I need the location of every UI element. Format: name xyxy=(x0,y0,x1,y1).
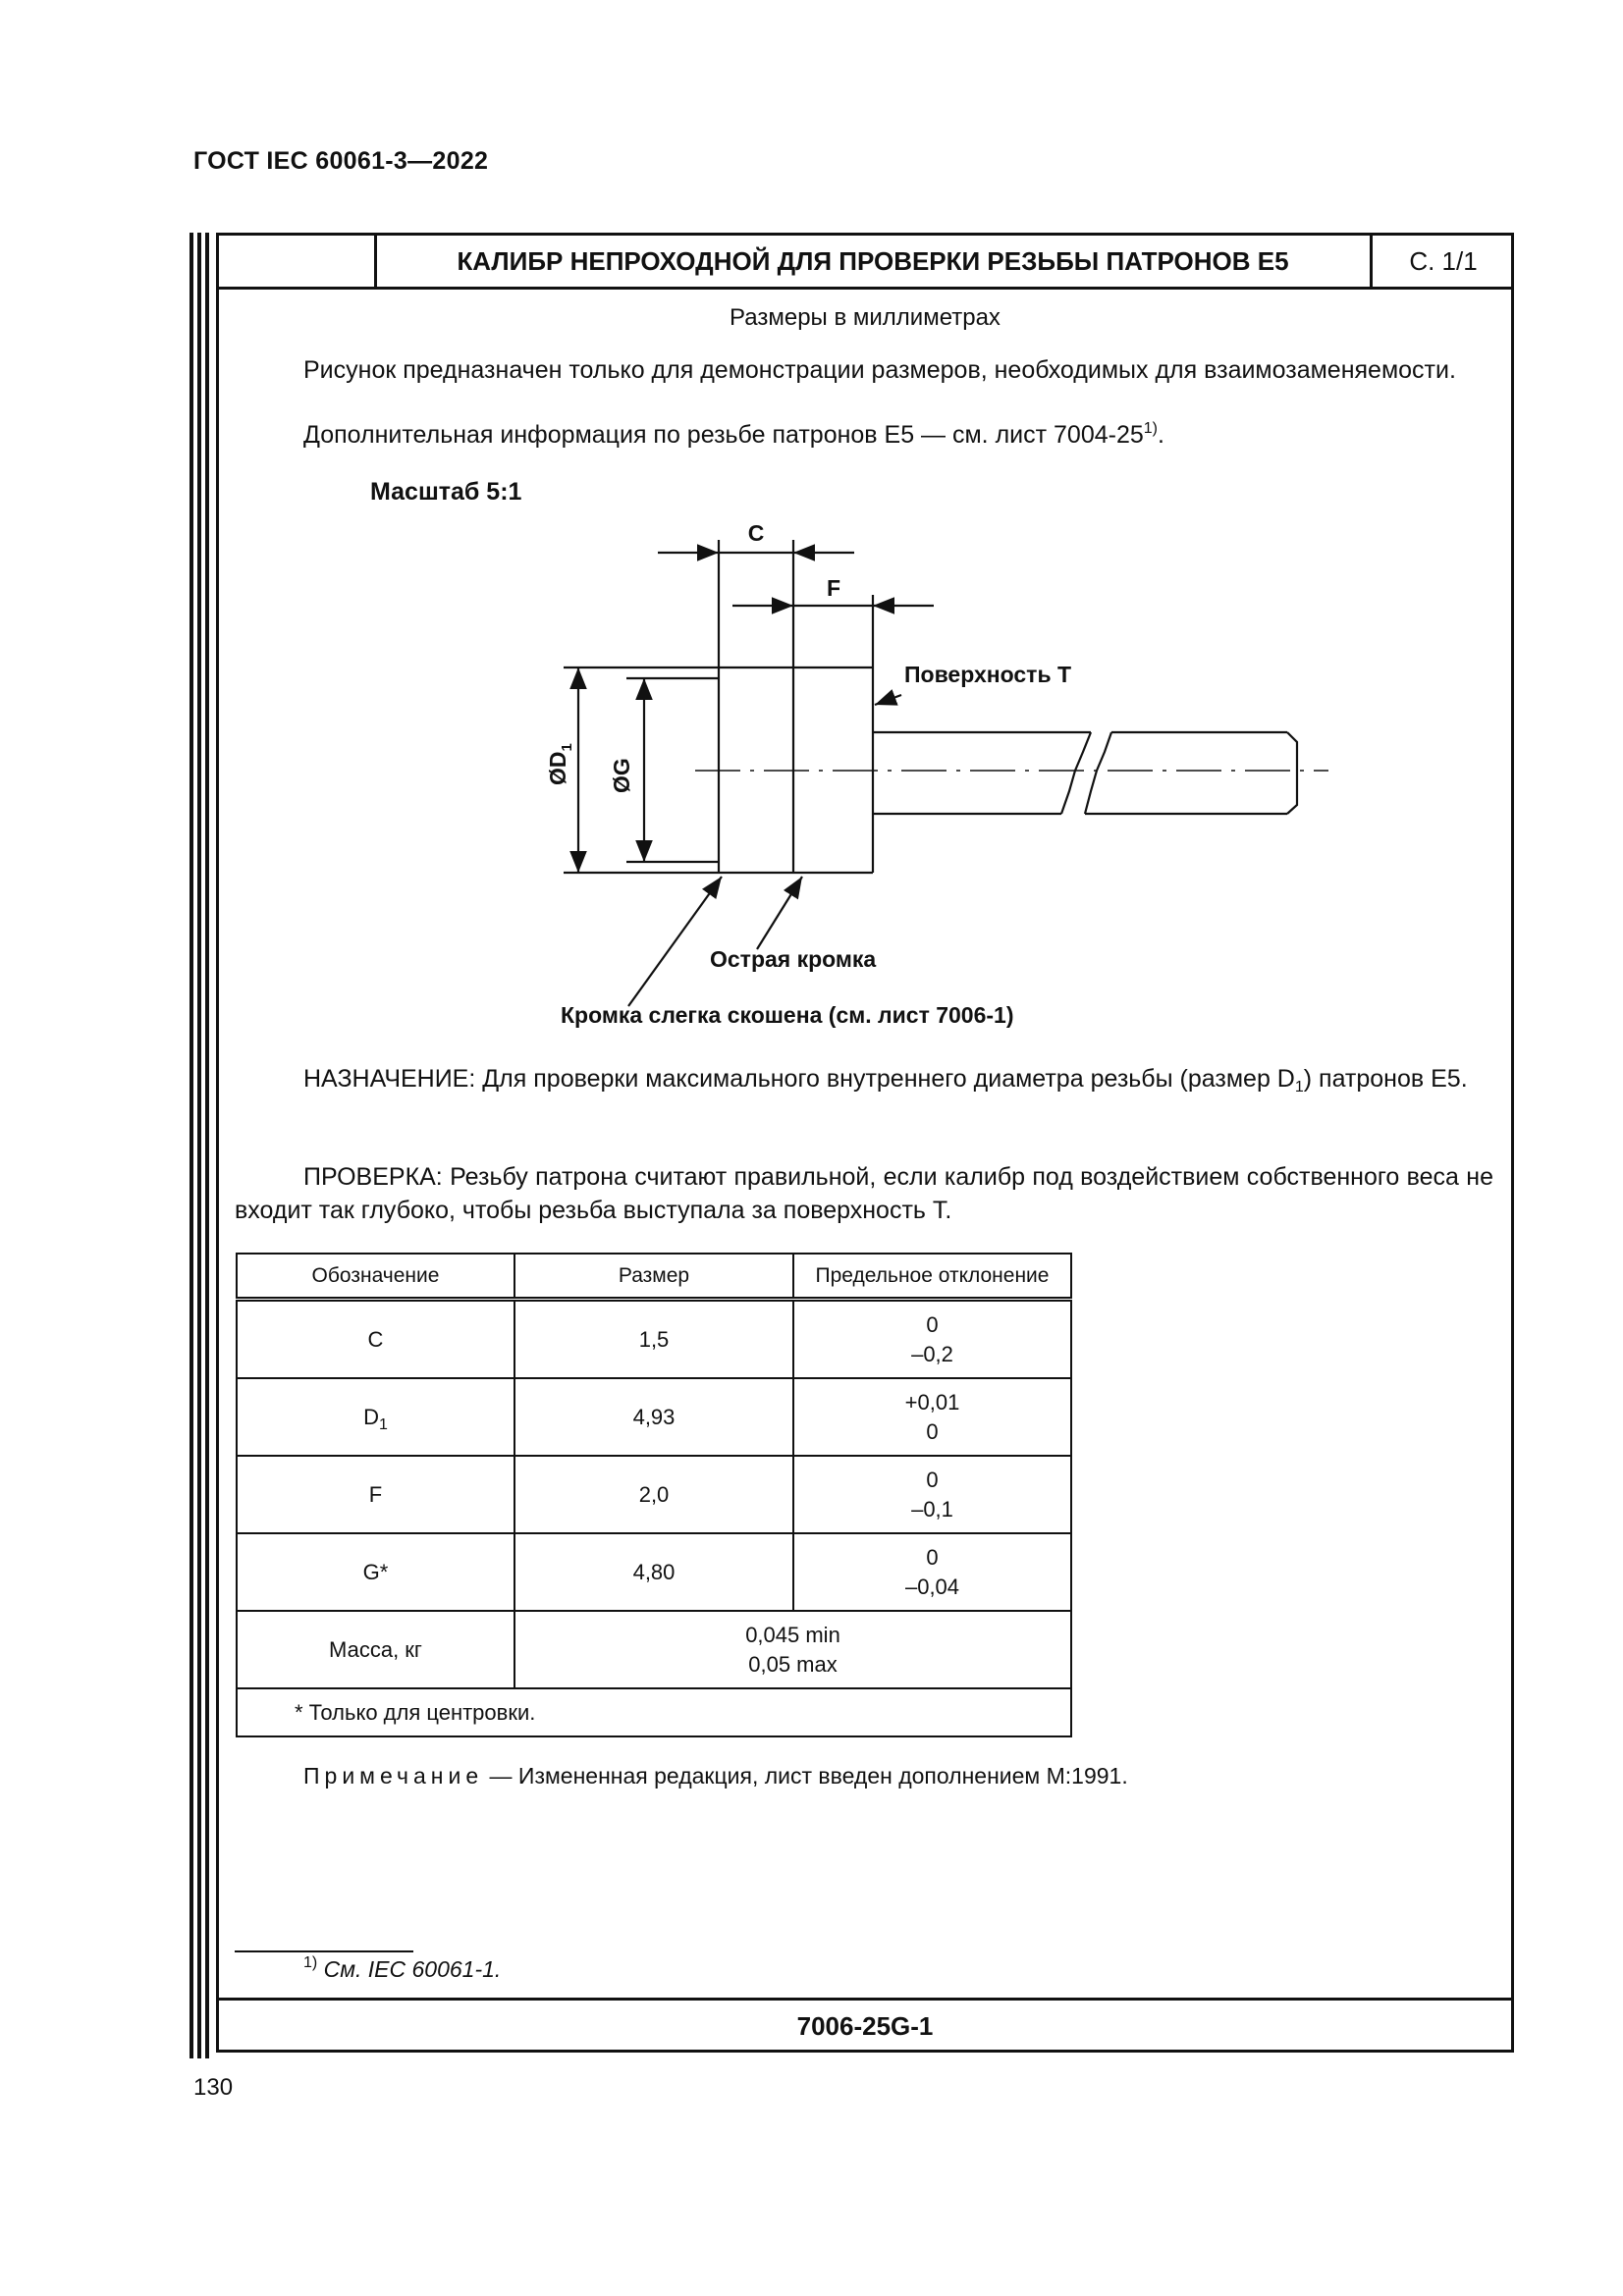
row-symbol: C xyxy=(237,1300,514,1379)
page-number: 130 xyxy=(193,2074,234,2101)
table-footnote-row xyxy=(237,1688,1071,1736)
header-designation: Обозначение xyxy=(237,1254,514,1300)
mass-row xyxy=(237,1611,1071,1688)
mass-label: Масса, кг xyxy=(237,1611,514,1688)
note-label: Примечание xyxy=(303,1763,484,1789)
row-tolerance: 0 –0,04 xyxy=(793,1533,1071,1611)
units-caption: Размеры в миллиметрах xyxy=(730,304,1001,331)
row-tolerance: +0,01 0 xyxy=(793,1378,1071,1456)
purpose-paragraph: НАЗНАЧЕНИЕ: Для проверки максимального внутреннего диаметра резьбы (размер $D_1$) патронов E5. xyxy=(303,1065,1468,1095)
header-tolerance: Предельное отклонение xyxy=(793,1254,1071,1300)
footnote-ref: 1) xyxy=(1143,420,1159,437)
table-row xyxy=(237,1300,1071,1379)
dimensions-table xyxy=(236,1253,1072,1737)
margin-bar-outer xyxy=(189,233,193,2058)
table-header-row xyxy=(237,1254,1071,1300)
table-row xyxy=(237,1378,1071,1456)
dimension-label-c: C xyxy=(747,520,765,546)
intro-text-1: Рисунок предназначен только для демонстрации размеров, необходимых для взаимозаменяемости. xyxy=(303,356,1456,384)
sheet-title: КАЛИБР НЕПРОХОДНОЙ ДЛЯ ПРОВЕРКИ РЕЗЬБЫ ПАТРОНОВ E5 xyxy=(457,246,1289,276)
note-text: — Измененная редакция, лист введен дополнением М:1991. xyxy=(483,1763,1128,1789)
chamfer-edge-label: Кромка слегка скошена (см. лист 7006-1) xyxy=(561,1002,1014,1028)
table-footnote: * Только для центровки. xyxy=(237,1688,1071,1736)
sheet-code: 7006-25G-1 xyxy=(219,1998,1511,2053)
row-tolerance: 0 –0,1 xyxy=(793,1456,1071,1533)
check-paragraph: ПРОВЕРКА: Резьбу патрона считают правильной, если калибр под воздействием собственного веса не входит так глубоко, чтобы резьба выступала за поверхность T. xyxy=(235,1163,1493,1224)
note xyxy=(303,1763,1128,1789)
table-row xyxy=(237,1456,1071,1533)
gauge-drawing xyxy=(219,236,1511,1041)
row-size: 4,80 xyxy=(514,1533,793,1611)
mass-value: 0,045 min 0,05 max xyxy=(514,1611,1071,1688)
intro-text-2: Дополнительная информация по резьбе патронов E5 — см. лист 7004-25 xyxy=(303,421,1144,449)
row-tolerance: 0 –0,2 xyxy=(793,1300,1071,1379)
row-size: 2,0 xyxy=(514,1456,793,1533)
row-size: 1,5 xyxy=(514,1300,793,1379)
dimension-label-g: ØG xyxy=(609,758,634,793)
margin-bar-inner xyxy=(205,233,209,2058)
footnote: $^{1)}$ См. IEC 60061-1. xyxy=(303,1954,502,1982)
row-symbol: F xyxy=(237,1456,514,1533)
document-standard-header: ГОСТ IEC 60061-3—2022 xyxy=(193,147,489,175)
table-row xyxy=(237,1533,1071,1611)
margin-bar-middle xyxy=(197,233,201,2058)
sheet-frame xyxy=(216,233,1514,2053)
surface-t-label: Поверхность T xyxy=(904,662,1072,687)
row-size: 4,93 xyxy=(514,1378,793,1456)
dimension-label-d1: $ØD_1$ xyxy=(545,743,575,785)
intro-paragraph-2: Дополнительная информация по резьбе патронов E5 — см. лист 7004-25$^{1)}$. xyxy=(303,420,1164,449)
sharp-edge-label: Острая кромка xyxy=(710,946,877,972)
sheet-number: С. 1/1 xyxy=(1370,236,1514,287)
row-symbol: $D_1$ xyxy=(237,1378,514,1456)
dimension-label-f: F xyxy=(826,575,841,601)
footnote-separator xyxy=(235,1950,413,1952)
header-size: Размер xyxy=(514,1254,793,1300)
scale-label: Масштаб 5:1 xyxy=(370,478,522,506)
row-symbol: G* xyxy=(237,1533,514,1611)
